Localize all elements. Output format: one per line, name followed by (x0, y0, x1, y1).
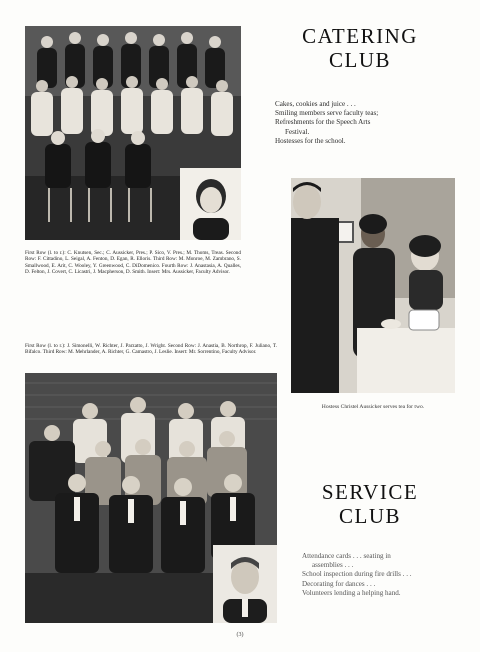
service-activity-line: Decorating for dances . . . (302, 579, 376, 588)
service-activity (302, 552, 462, 570)
catering-activity: Refreshments for the Speech Arts (275, 118, 371, 127)
catering-activity: Hostesses for the school. (275, 136, 346, 145)
service-activity (302, 570, 462, 579)
catering-tea-photo (291, 178, 455, 393)
catering-group-caption: First Row (l. to r.): C. Knutsen, Sec.; C. Aussicker, Pres.; P. Sico, V. Pres.; M. Thoms, Treas. Second Row: F. Cittadino, L. Seigal, A. Fenton, D. Egan, R. Elloris. Third Row: M. Monroe, M. Zambrano, S. Smallwood, E. Arit, C. Wooley, Y. Greenwood, C. DiDomenico. Fourth Row: J. Anastasia, A. Qualles, D. Felton, J. Covert, C. Licastri, J. Macpherson, D. Smith. Insert: Mrs. Aussicker, Faculty Advisor. (25, 250, 241, 276)
service-activities (302, 552, 462, 598)
catering-title-line1: CATERING (302, 24, 418, 48)
service-activity-continuation: assemblies . . . (312, 561, 354, 570)
service-activity (302, 589, 462, 598)
service-activity-line: Attendance cards . . . seating in (302, 552, 391, 560)
catering-activity: Smiling members serve faculty teas; (275, 109, 379, 118)
service-club-title (280, 480, 460, 528)
service-group-caption: First Row (l. to r.): J. Simonelli, W. Richter, J. Parzatto, J. Wright. Second Row: J. Anastia, B. Northrop, F. Juliano, T. Bifalco. Third Row: M. Mehrlander, A. Richter, G. Camastro, J. Leslie. Insert: Mr. Sorrentino, Faculty Advisor. (25, 343, 277, 356)
catering-photo-caption: Hostess Christel Aussicker serves tea for two. (321, 404, 425, 410)
service-activity-line: School inspection during fire drills . . . (302, 570, 412, 579)
catering-activity: Festival. (285, 127, 310, 136)
catering-activities (275, 100, 455, 146)
service-activity-line: Volunteers lending a helping hand. (302, 588, 401, 597)
service-activity (302, 580, 462, 589)
service-title-line2: CLUB (338, 504, 401, 528)
catering-activity: Cakes, cookies and juice . . . (275, 100, 356, 108)
catering-group-photo (25, 26, 241, 240)
page-number: (3) (236, 632, 244, 638)
catering-title-line2: CLUB (328, 48, 391, 72)
service-title-line1: SERVICE (321, 480, 419, 504)
catering-club-title (270, 24, 450, 72)
service-group-photo (25, 373, 277, 623)
